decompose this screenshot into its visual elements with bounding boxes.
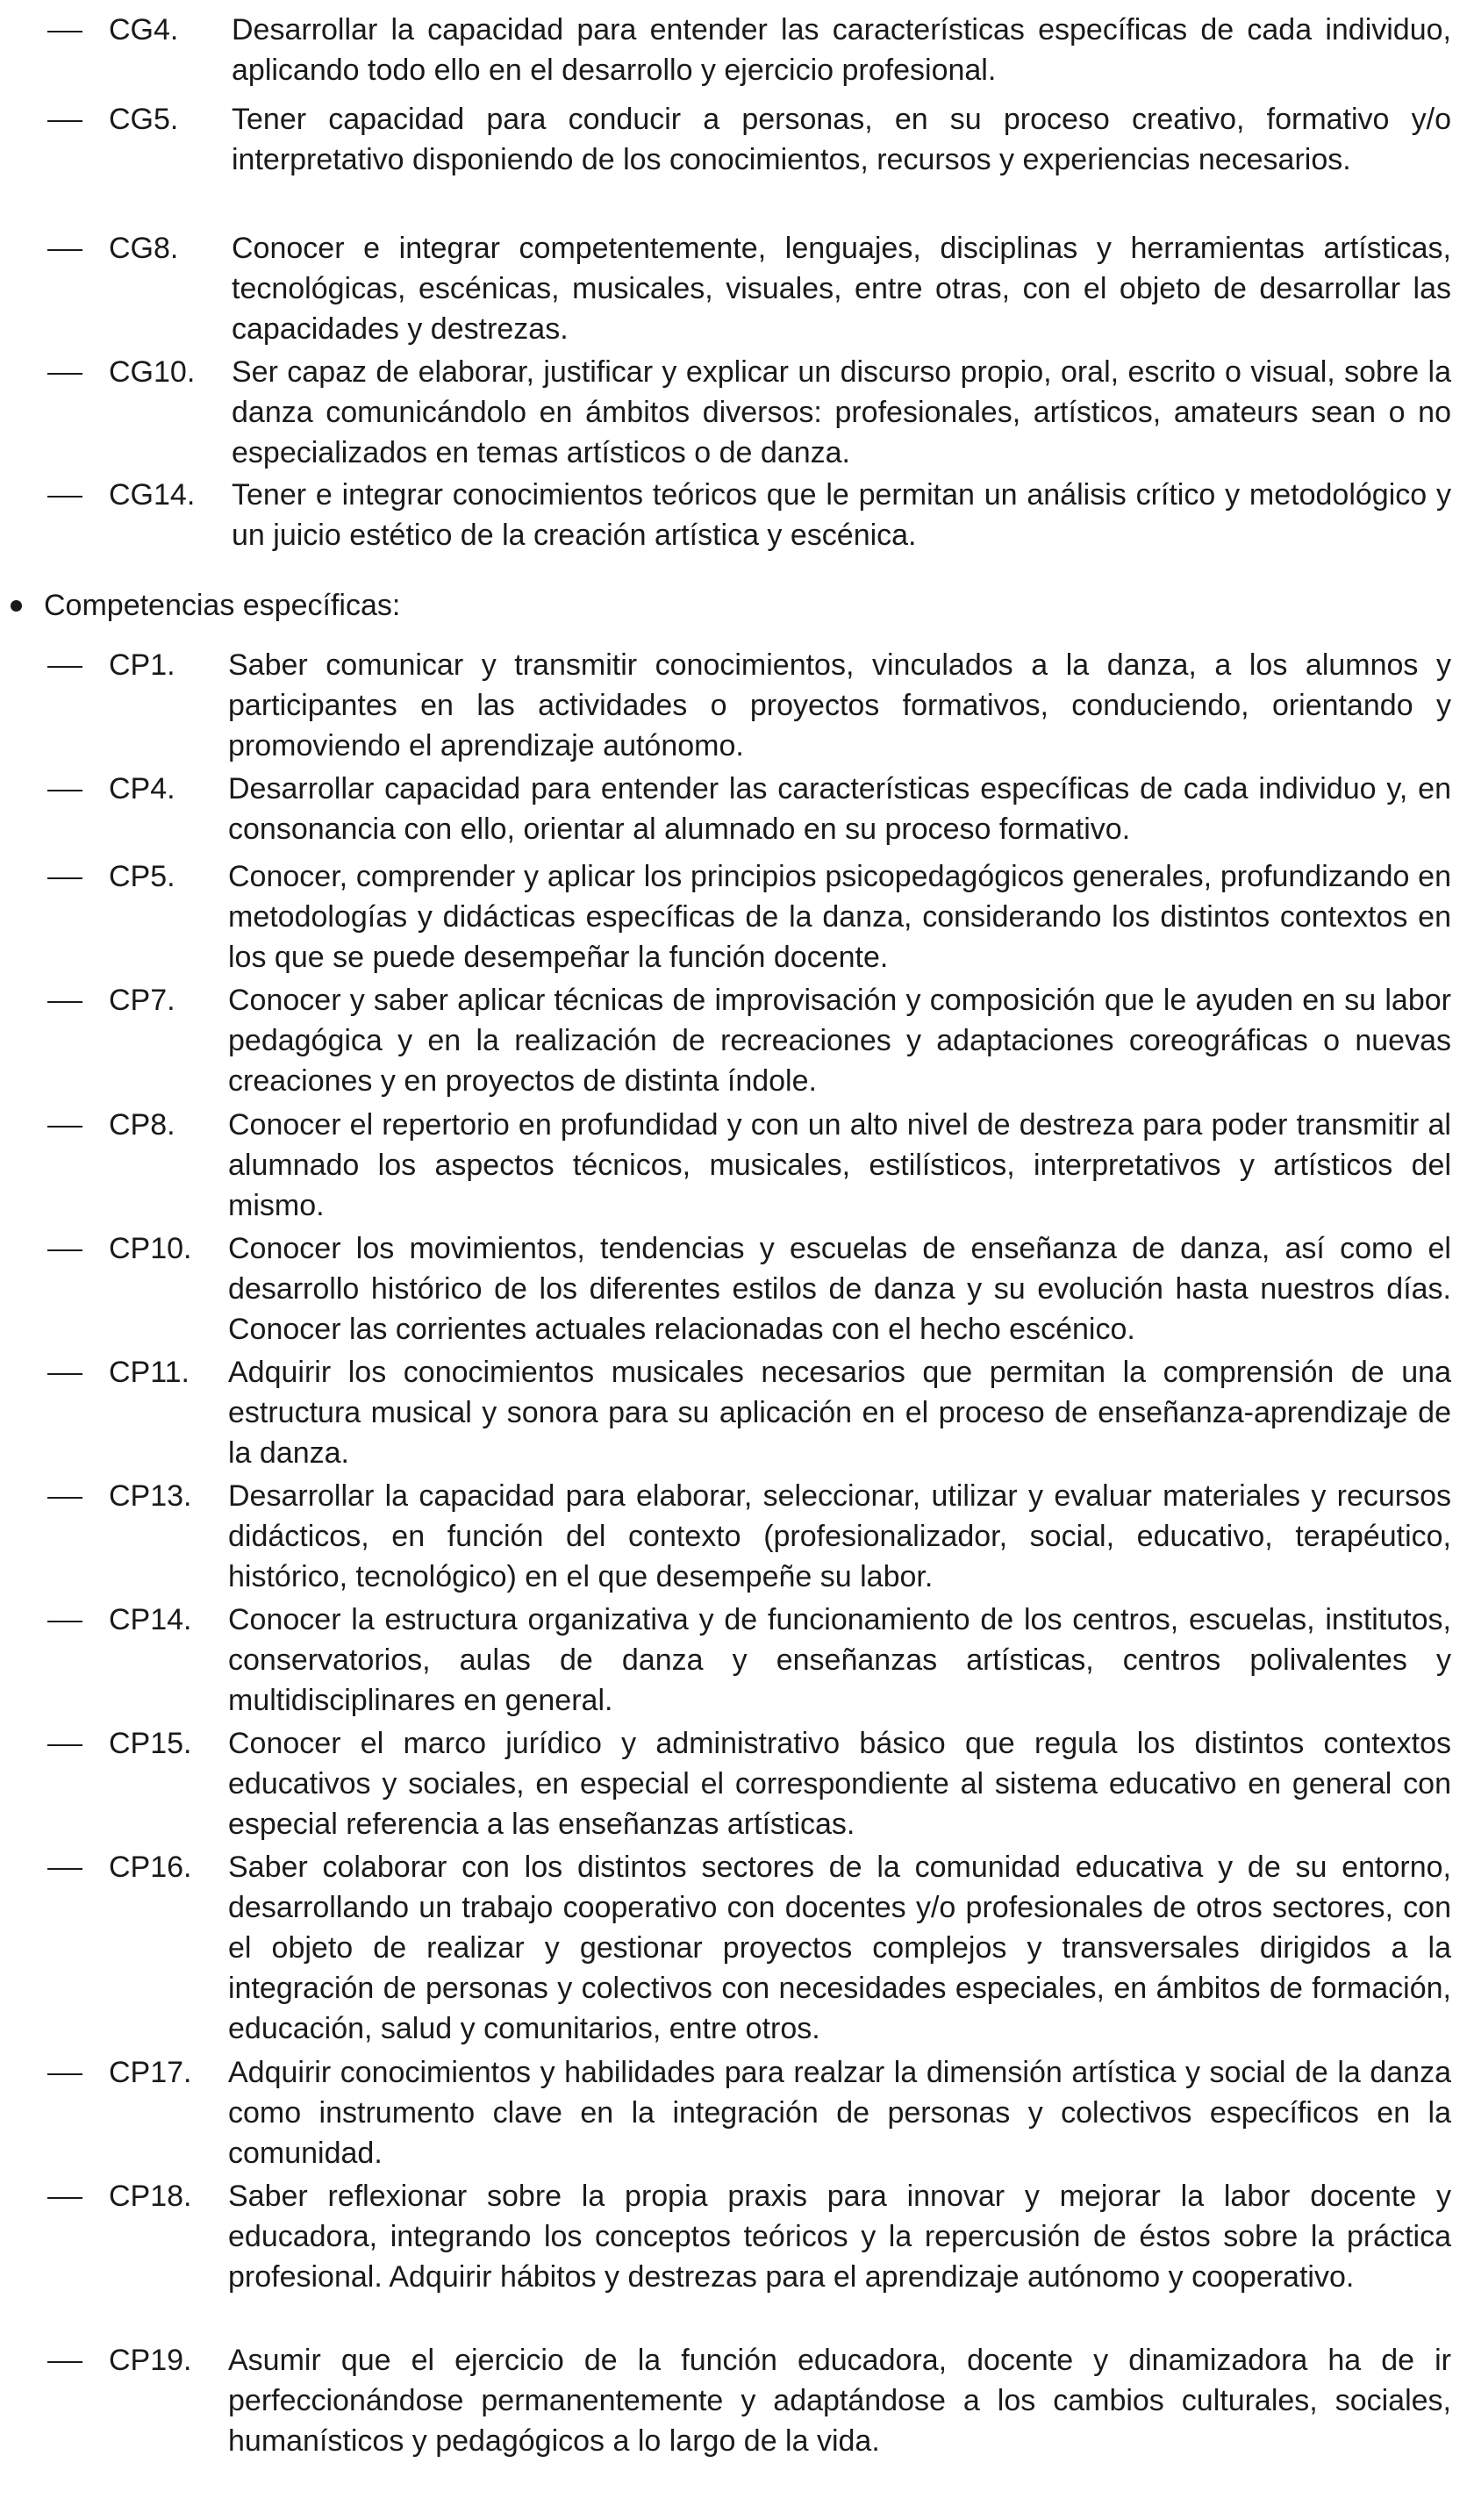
competence-code: CP18. (109, 2180, 192, 2213)
dash-bullet (47, 496, 82, 498)
competence-text: Conocer el repertorio en profundidad y con un alto nivel de destreza para poder transmitir al alumnado los aspectos técnicos, musicales, estilísticos, interpretativos y artísticos del mismo. (228, 1108, 1451, 1222)
competence-code: CP7. (109, 984, 175, 1017)
dash-bullet (47, 31, 82, 32)
competence-code: CG5. (109, 103, 179, 136)
dash-bullet (47, 1126, 82, 1128)
competence-text: Saber colaborar con los distintos sectores de la comunidad educativa y de su entorno, desarrollando un trabajo cooperativo con docentes y/o profesionales de otros sectores, con el objeto de realizar y gestionar proyectos complejos y transversales dirigidos a la integración de personas y colectivos con necesidades especiales, en ámbitos de formación, educación, salud y comunitarios, entre otros. (228, 1851, 1451, 2045)
competence-text: Ser capaz de elaborar, justificar y explicar un discurso propio, oral, escrito o visual, sobre la danza comunicándolo en ámbitos diversos: profesionales, artísticos, amateurs sean o no especializados en temas artísticos o de danza. (232, 355, 1451, 469)
dash-bullet (47, 249, 82, 251)
dash-bullet (47, 1497, 82, 1499)
dash-bullet (47, 1249, 82, 1251)
competence-code: CG8. (109, 232, 179, 265)
competence-code: CG4. (109, 13, 179, 47)
competence-code: CG14. (109, 478, 196, 512)
competence-text: Conocer la estructura organizativa y de funcionamiento de los centros, escuelas, institutos, conservatorios, aulas de danza y enseñanzas artísticas, centros polivalentes y multidisciplinares en general. (228, 1603, 1451, 1717)
competence-code: CP1. (109, 648, 175, 682)
dash-bullet (47, 1001, 82, 1003)
dash-bullet (47, 1744, 82, 1746)
competence-code: CP4. (109, 772, 175, 805)
competence-code: CP19. (109, 2344, 192, 2377)
competence-text: Conocer los movimientos, tendencias y escuelas de enseñanza de danza, así como el desarrollo histórico de los diferentes estilos de danza y su evolución hasta nuestros días. Conocer las corrientes actuales relacionadas con el hecho escénico. (228, 1232, 1451, 1346)
competence-text: Desarrollar capacidad para entender las características específicas de cada individuo y, en consonancia con ello, orientar al alumnado en su proceso formativo. (228, 772, 1451, 846)
competence-code: CG10. (109, 355, 196, 389)
competence-text: Tener capacidad para conducir a personas, en su proceso creativo, formativo y/o interpretativo disponiendo de los conocimientos, recursos y experiencias necesarios. (232, 103, 1451, 176)
section-heading (0, 585, 702, 626)
dash-bullet (47, 1373, 82, 1375)
dash-bullet (47, 373, 82, 375)
competence-code: CP16. (109, 1851, 192, 1884)
competence-text: Desarrollar la capacidad para elaborar, seleccionar, utilizar y evaluar materiales y recursos didácticos, en función del contexto (profesionalizador, social, educativo, terapéutico, histórico, tecnológico) en el que desempeñe su labor. (228, 1479, 1451, 1593)
competence-code: CP14. (109, 1603, 192, 1636)
dash-bullet (47, 790, 82, 791)
competence-text: Asumir que el ejercicio de la función educadora, docente y dinamizadora ha de ir perfeccionándose permanentemente y adaptándose a los cambios culturales, sociales, humanísticos y pedagógicos a lo largo de la vida. (228, 2344, 1451, 2458)
competence-text: Conocer y saber aplicar técnicas de improvisación y composición que le ayuden en su labor pedagógica y en la realización de recreaciones y adaptaciones coreográficas o nuevas creaciones y en proyectos de distinta índole. (228, 984, 1451, 1098)
dash-bullet (47, 2361, 82, 2363)
dash-bullet (47, 1868, 82, 1870)
competence-code: CP8. (109, 1108, 175, 1142)
dash-bullet (47, 2073, 82, 2075)
dash-bullet (47, 2197, 82, 2199)
competence-text: Conocer e integrar competentemente, lenguajes, disciplinas y herramientas artísticas, tecnológicas, escénicas, musicales, visuales, entre otras, con el objeto de desarrollar las capacidades y destrezas. (232, 232, 1451, 346)
competence-text: Saber reflexionar sobre la propia praxis para innovar y mejorar la labor docente y educadora, integrando los conceptos teóricos y la repercusión de éstos sobre la práctica profesional. Adquirir hábitos y destrezas para el aprendizaje autónomo y cooperativo. (228, 2180, 1451, 2294)
competence-text: Desarrollar la capacidad para entender las características específicas de cada individuo, aplicando todo ello en el desarrollo y ejercicio profesional. (232, 13, 1451, 87)
competence-code: CP13. (109, 1479, 192, 1513)
competence-code: CP10. (109, 1232, 192, 1265)
competence-text: Adquirir los conocimientos musicales necesarios que permitan la comprensión de una estructura musical y sonora para su aplicación en el proceso de enseñanza-aprendizaje de la danza. (228, 1356, 1451, 1470)
bullet-dot (11, 600, 22, 612)
section-heading-text: Competencias específicas: (44, 589, 401, 622)
competence-text: Conocer el marco jurídico y administrativo básico que regula los distintos contextos educativos y sociales, en especial el correspondiente al sistema educativo en general con especial referencia a las enseñanzas artísticas. (228, 1727, 1451, 1841)
competence-text: Conocer, comprender y aplicar los principios psicopedagógicos generales, profundizando en metodologías y didácticas específicas de la danza, considerando los distintos contextos en los que se puede desempeñar la función docente. (228, 860, 1451, 974)
competence-code: CP11. (109, 1356, 190, 1389)
dash-bullet (47, 1621, 82, 1622)
competence-text: Saber comunicar y transmitir conocimientos, vinculados a la danza, a los alumnos y participantes en las actividades o proyectos formativos, conduciendo, orientando y promoviendo el aprendizaje autónomo. (228, 648, 1451, 762)
dash-bullet (47, 666, 82, 668)
competence-text: Adquirir conocimientos y habilidades para realzar la dimensión artística y social de la danza como instrumento clave en la integración de personas y colectivos específicos en la comunidad. (228, 2056, 1451, 2170)
competence-code: CP17. (109, 2056, 192, 2089)
competence-code: CP15. (109, 1727, 192, 1760)
dash-bullet (47, 877, 82, 879)
dash-bullet (47, 120, 82, 122)
competence-code: CP5. (109, 860, 175, 893)
competence-text: Tener e integrar conocimientos teóricos que le permitan un análisis crítico y metodológico y un juicio estético de la creación artística y escénica. (232, 478, 1451, 552)
